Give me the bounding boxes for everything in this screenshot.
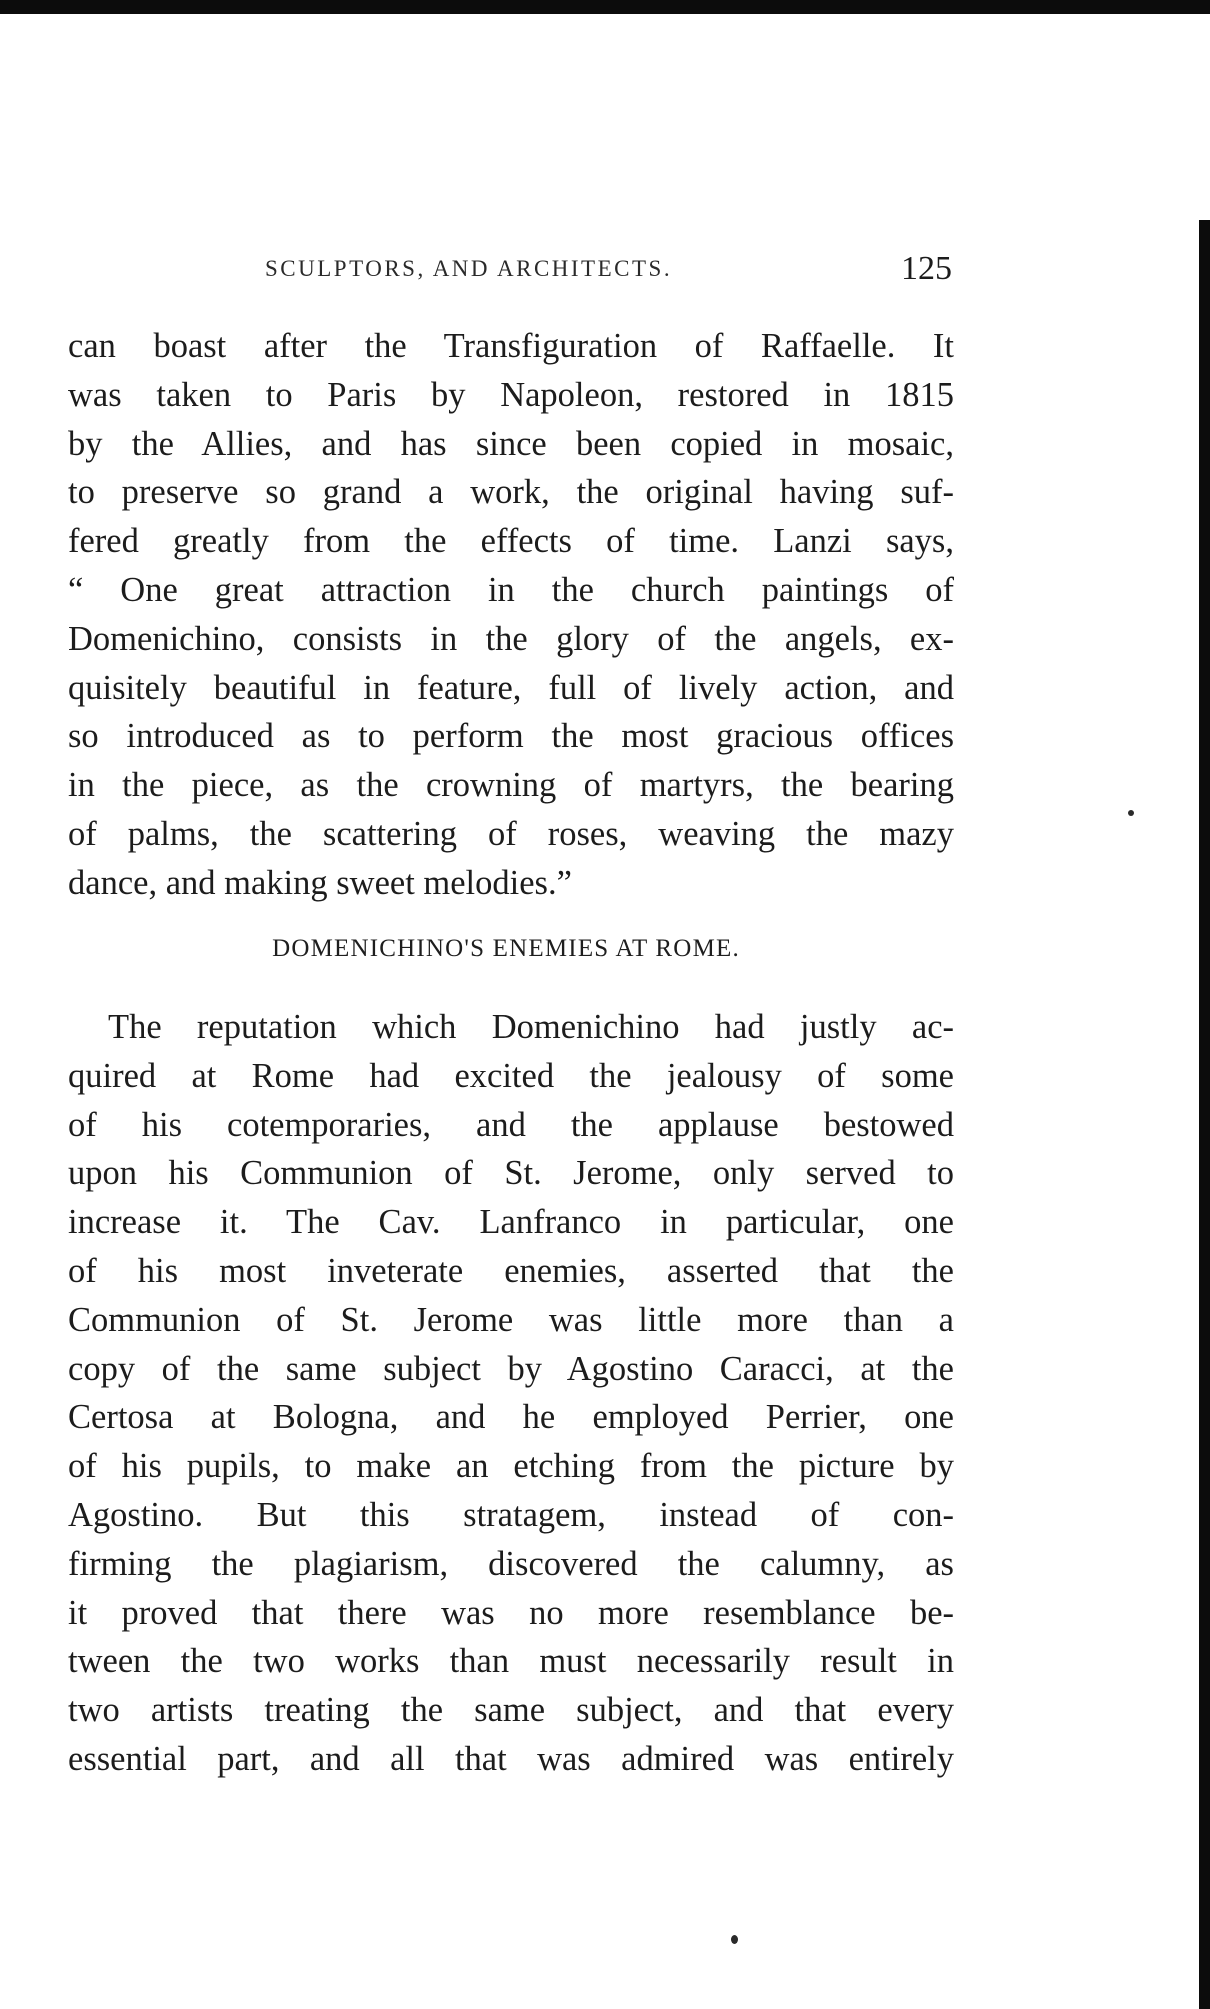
text-line: can boast after the Transfiguration of Raffaelle. It xyxy=(68,327,954,365)
text-line: The reputation which Domenichino had justly ac- xyxy=(108,1008,954,1046)
text-line: Certosa at Bologna, and he employed Perrier, one xyxy=(68,1398,954,1437)
text-line: of palms, the scattering of roses, weaving the mazy xyxy=(68,814,954,853)
text-line: of his most inveterate enemies, asserted that the xyxy=(68,1251,954,1290)
scan-right-edge xyxy=(1199,220,1210,2009)
paragraph-2 xyxy=(68,1003,954,1784)
text-line: Communion of St. Jerome was little more than a xyxy=(68,1300,954,1339)
text-line: tween the two works than must necessarily result in xyxy=(68,1642,954,1681)
text-line: upon his Communion of St. Jerome, only served to xyxy=(68,1154,954,1193)
running-head xyxy=(72,250,952,290)
text-line: it proved that there was no more resemblance be- xyxy=(68,1593,954,1632)
text-line: to preserve so grand a work, the original having suf- xyxy=(68,473,954,512)
text-line: fered greatly from the effects of time. Lanzi says, xyxy=(68,522,954,561)
text-line: essential part, and all that was admired was entirely xyxy=(68,1739,954,1778)
text-line: was taken to Paris by Napoleon, restored in 1815 xyxy=(68,375,954,414)
page-number: 125 xyxy=(901,250,952,287)
text-line: quired at Rome had excited the jealousy of some xyxy=(68,1056,954,1095)
text-line: two artists treating the same subject, and that every xyxy=(68,1691,954,1730)
ink-speck xyxy=(731,1935,738,1944)
ink-speck xyxy=(1128,810,1134,816)
text-line: so introduced as to perform the most gracious offices xyxy=(68,717,954,756)
text-line: in the piece, as the crowning of martyrs, the bearing xyxy=(68,766,954,805)
text-line: Agostino. But this stratagem, instead of con- xyxy=(68,1495,954,1534)
section-heading: DOMENICHINO'S ENEMIES AT ROME. xyxy=(272,935,740,962)
text-line: copy of the same subject by Agostino Caracci, at the xyxy=(68,1349,954,1388)
text-line: “ One great attraction in the church paintings of xyxy=(68,570,954,609)
text-line: dance, and making sweet melodies.” xyxy=(68,863,572,902)
text-line: increase it. The Cav. Lanfranco in particular, one xyxy=(68,1203,954,1242)
text-line: by the Allies, and has since been copied in mosaic, xyxy=(68,424,954,463)
text-line: of his pupils, to make an etching from the picture by xyxy=(68,1447,954,1486)
text-line: firming the plagiarism, discovered the calumny, as xyxy=(68,1544,954,1583)
text-line: quisitely beautiful in feature, full of lively action, and xyxy=(68,668,954,707)
running-title: SCULPTORS, AND ARCHITECTS. xyxy=(265,256,673,281)
text-line: Domenichino, consists in the glory of the angels, ex- xyxy=(68,619,954,658)
text-line: of his cotemporaries, and the applause bestowed xyxy=(68,1105,954,1144)
scan-top-edge xyxy=(0,0,1210,14)
paragraph-1 xyxy=(68,322,954,908)
